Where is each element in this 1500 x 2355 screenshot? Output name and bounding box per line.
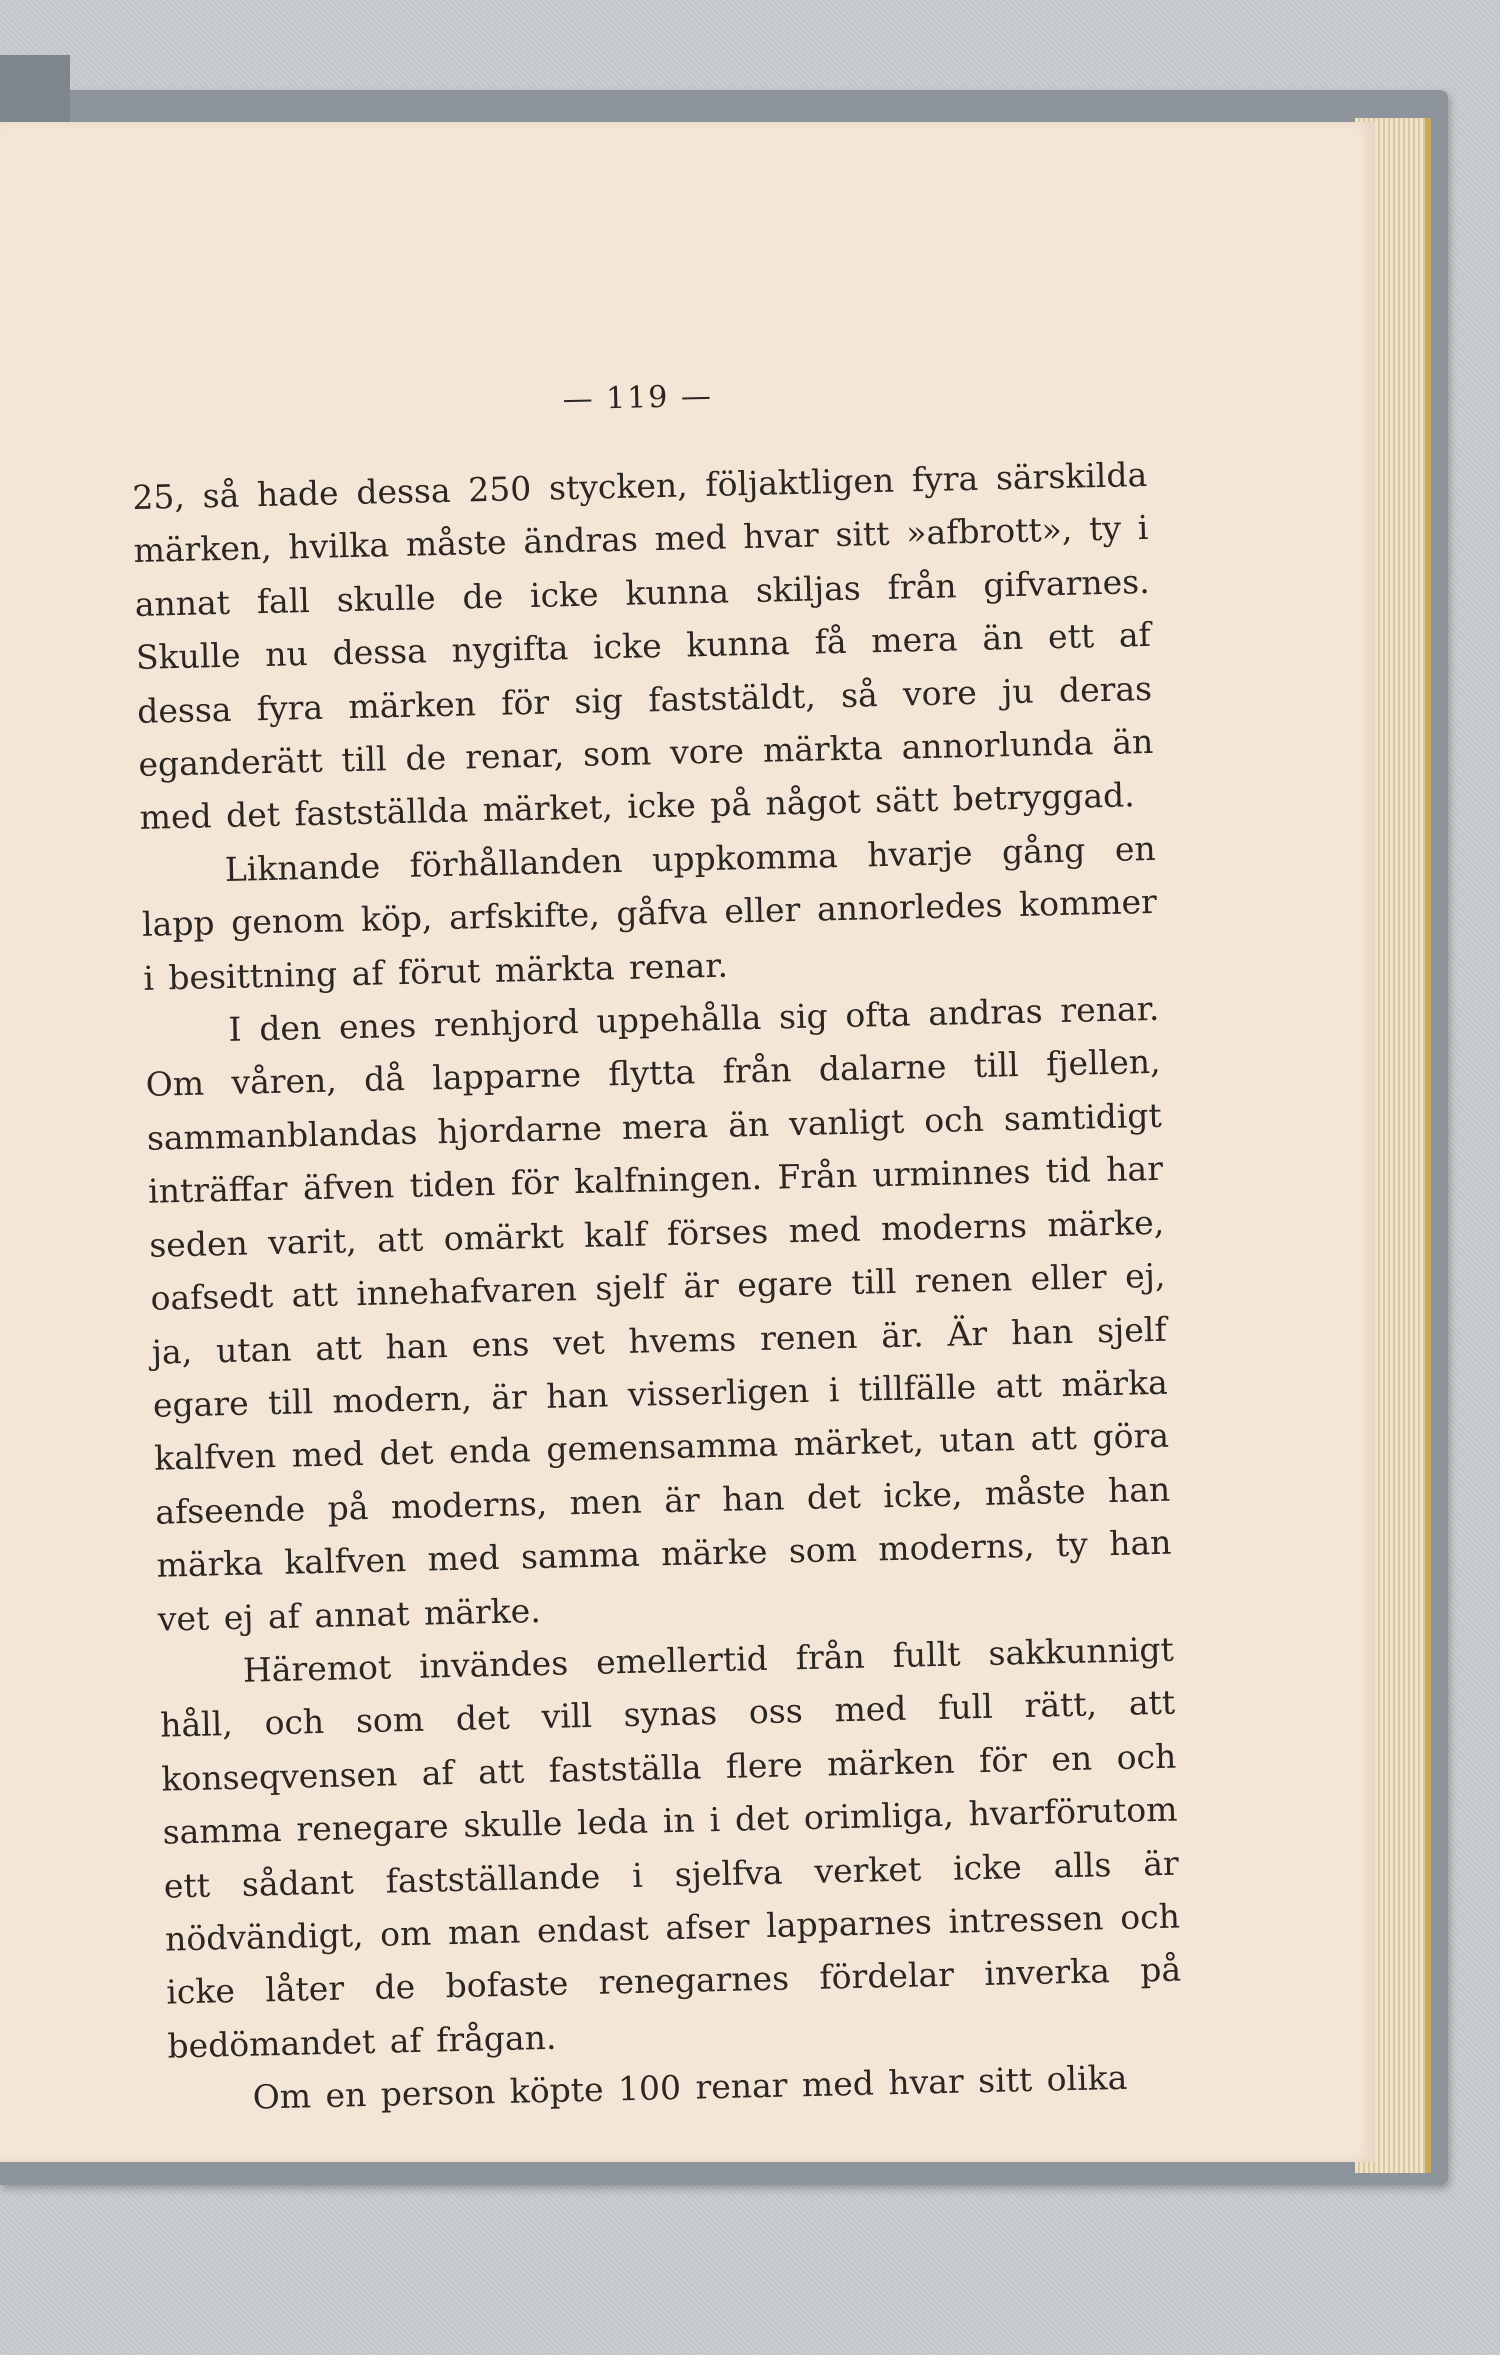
page-text	[130, 369, 1184, 2126]
paragraph-1: 25, så hade dessa 250 stycken, följaktligen fyra särskilda märken, hvilka måste ändras med hvar sitt »afbrott», ty i annat fall skulle de icke kunna skiljas från gifvarnes. Skulle nu dessa nygifta icke kunna få mera än ett af dessa fyra märken för sig faststäldt, så vore ju deras eganderätt till de renar, som vore märkta annorlunda än med det fastställda märket, icke på något sätt betryggad.	[131, 454, 1154, 838]
page-number: — 119 —	[562, 378, 714, 418]
paragraph-4: Häremot invändes emellertid från fullt sakkunnigt håll, och som det vill synas oss med full rätt, att konseqvensen af att fastställa flere märken för en och samma renegare skulle leda in i det orimliga, hvarförutom ett sådant fastställande i sjelfva verket icke alls är nödvändigt, om man endast afser lapparnes intressen och icke låter de bofaste renegarnes fördelar inverka på bedömandet af frågan.	[159, 1629, 1182, 2066]
book-page	[0, 122, 1375, 2162]
paragraph-3: I den enes renhjord uppehålla sig ofta andras renar. Om våren, då lapparne flytta från dalarne till fjellen, sammanblandas hjordarne mera än vanligt och samtidigt inträffar äfven tiden för kalfningen. Från urminnes tid har seden varit, att omärkt kalf förses med moderns märke, oafsedt att innehafvaren sjelf är egare till renen eller ej, ja, utan att han ens vet hvems renen är. Är han sjelf egare till modern, är han visserligen i tillfälle att märka kalfven med det enda gemensamma märket, utan att göra afseende på moderns, men är han det icke, måste han märka kalfven med samma märke som moderns, ty han vet ej af annat märke.	[145, 988, 1172, 1639]
paragraph-2: Liknande förhållanden uppkomma hvarje gång en lapp genom köp, arfskifte, gåfva eller annorledes kommer i besittning af förut märkta renar.	[141, 828, 1158, 998]
paragraph-5: Om en person köpte 100 renar med hvar sitt olika	[252, 2058, 1128, 2117]
